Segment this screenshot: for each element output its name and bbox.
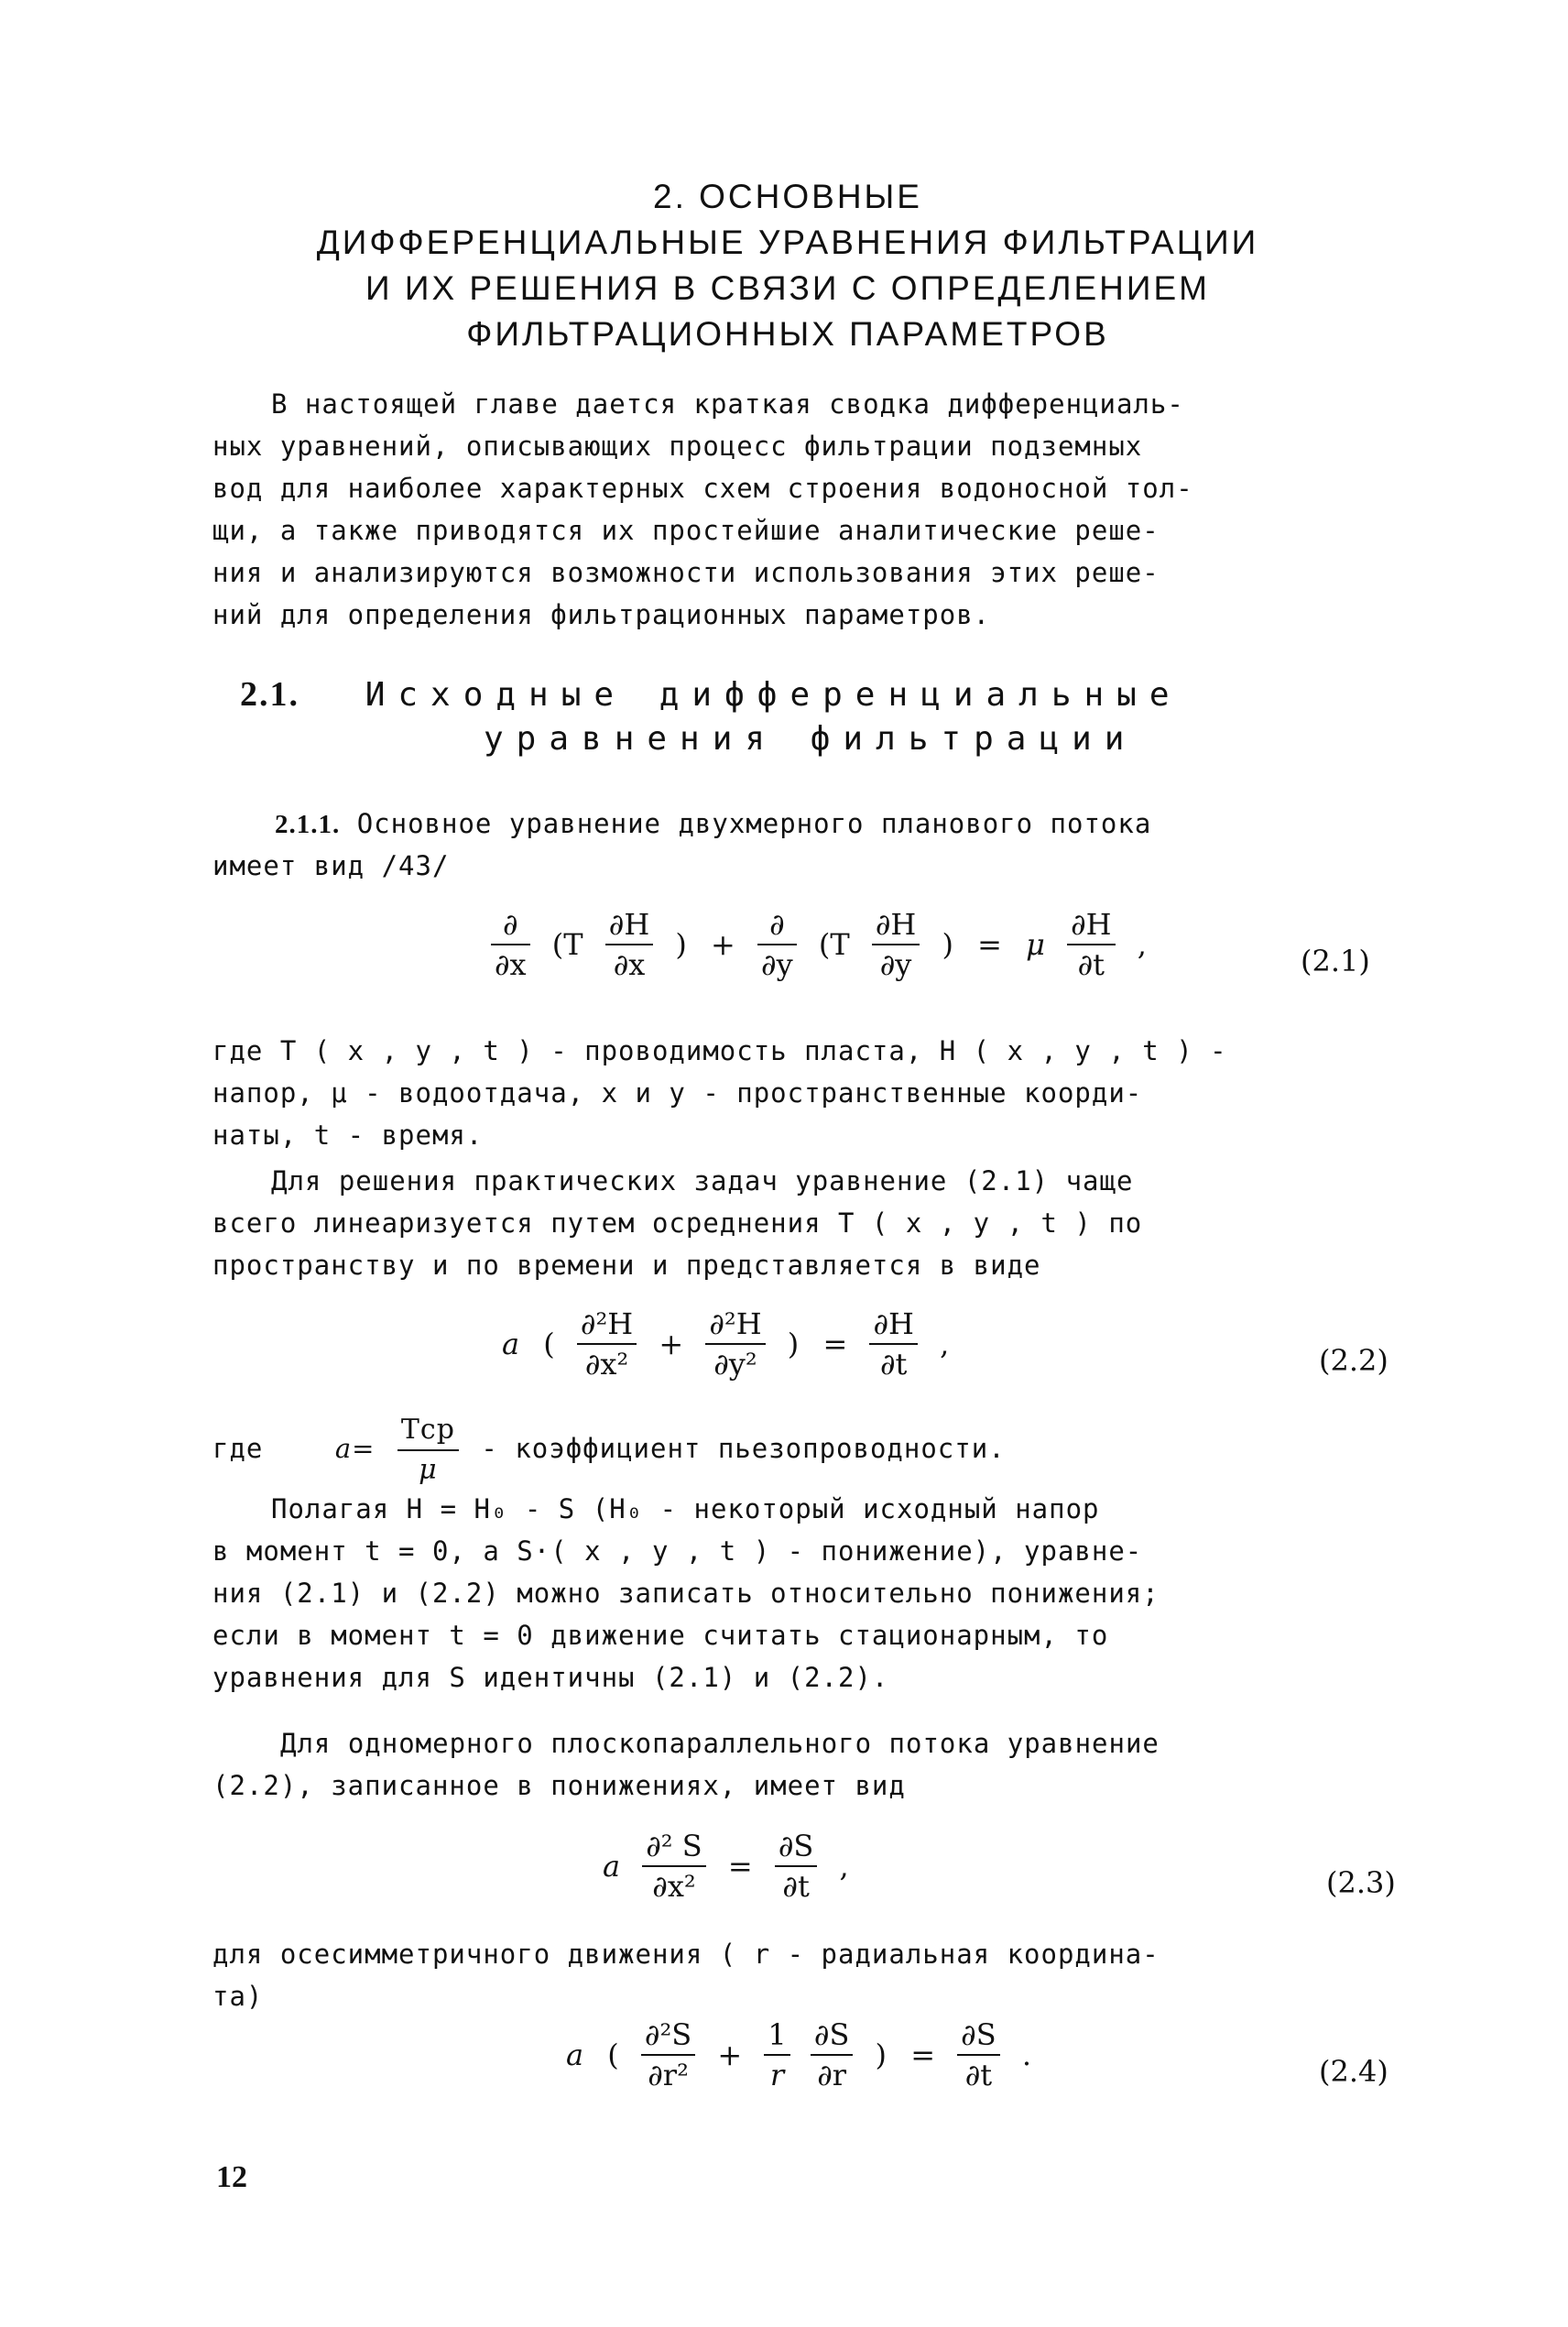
- heading-line-1: 2. ОСНОВНЫЕ: [653, 178, 922, 215]
- equation-2-3: a $\frac{\text{∂² S}}{\text{∂x²}}$ = $\frac{\partial S}{\partial t}$ ,: [603, 1829, 849, 1904]
- fraction: $\frac{\text{Tср}}{\mu}$: [397, 1411, 459, 1490]
- text-line: для осесимметричного движения ( r - радиальная координа-: [212, 1939, 1160, 1970]
- text-line: в момент t = 0, а S·( x , y , t ) - понижение), уравне-: [212, 1535, 1143, 1567]
- fraction: $\frac{\text{∂²S}}{\text{∂r²}}$: [641, 2016, 695, 2094]
- text-line: (2.2), записанное в понижениях, имеет вид: [212, 1770, 906, 1801]
- section-title-line-1: Исходные дифференциальные: [365, 676, 1182, 714]
- text-line: напор, μ - водоотдача, x и y - пространственные коорди-: [212, 1077, 1143, 1109]
- text-line: Для решения практических задач уравнение (2.1) чаще: [271, 1165, 1134, 1196]
- section-title-line-2: уравнения фильтрации: [484, 720, 1138, 758]
- equation-2-1: $\frac{\partial}{\partial x}$ (T $\frac{\partial H}{\partial x}$ ) + $\frac{\partial}{\partial y}$ (T $\frac{\partial H}{\partial y}$ ) = μ $\frac{\partial H}{\partial t}$ ,: [485, 905, 1154, 984]
- intro-line: В настоящей главе дается краткая сводка дифференциаль-: [271, 388, 1184, 420]
- where-a-line: где a= $\frac{\text{Tср}}{\mu}$ - коэффициент пьезопроводности.: [212, 1411, 1006, 1490]
- fraction: $\frac{\text{∂²H}}{\text{∂x²}}$: [577, 1305, 637, 1383]
- fraction: $\frac{\partial H}{\partial y}$: [872, 905, 920, 984]
- heading-line-2: ДИФФЕРЕНЦИАЛЬНЫЕ УРАВНЕНИЯ ФИЛЬТРАЦИИ: [316, 224, 1259, 261]
- fraction: $\frac{\partial S}{\partial r}$: [811, 2016, 853, 2094]
- subsection-line-1: [275, 803, 1151, 846]
- text-line: та): [212, 1981, 264, 2012]
- chapter-heading: [183, 174, 1392, 357]
- subsection-line-2: имеет вид /43/: [212, 850, 450, 881]
- fraction: $\frac{\partial}{\partial y}$: [757, 905, 797, 984]
- fraction: $\frac{\partial S}{\partial t}$: [775, 1827, 817, 1906]
- equation-number-2-3: (2.3): [1326, 1865, 1396, 1900]
- fraction: $\frac{1}{r}$: [764, 2016, 789, 2094]
- equation-number-2-1: (2.1): [1301, 944, 1370, 978]
- heading-line-3: И ИХ РЕШЕНИЯ В СВЯЗИ С ОПРЕДЕЛЕНИЕМ: [365, 269, 1210, 307]
- equation-number-2-2: (2.2): [1319, 1343, 1388, 1378]
- intro-line: ний для определения фильтрационных параметров.: [212, 599, 991, 630]
- fraction: $\frac{\partial}{\partial x}$: [491, 905, 530, 984]
- fraction: $\frac{\partial H}{\partial t}$: [1067, 905, 1115, 984]
- intro-line: ния и анализируются возможности использования этих реше-: [212, 557, 1160, 588]
- fraction: $\frac{\partial H}{\partial x}$: [605, 905, 653, 984]
- text-line: ния (2.1) и (2.2) можно записать относительно понижения;: [212, 1578, 1160, 1609]
- section-heading: [240, 674, 1182, 715]
- text-line: Полагая H = H₀ - S (H₀ - некоторый исходный напор: [271, 1493, 1100, 1524]
- fraction: $\frac{\text{∂² S}}{\text{∂x²}}$: [642, 1827, 705, 1906]
- equation-2-2: a ( $\frac{\text{∂²H}}{\text{∂x²}}$ + $\frac{\text{∂²H}}{\text{∂y²}}$ ) = $\frac{\partial H}{\partial t}$ ,: [502, 1306, 950, 1382]
- fraction: $\frac{\partial S}{\partial t}$: [957, 2016, 999, 2094]
- section-number: 2.1.: [240, 675, 299, 714]
- text-line: всего линеаризуется путем осреднения T ( x , y , t ) по: [212, 1207, 1143, 1239]
- text-line: если в момент t = 0 движение считать стационарным, то: [212, 1620, 1109, 1651]
- text-line: Для одномерного плоскопараллельного потока уравнение: [280, 1728, 1160, 1759]
- subsection-number: 2.1.1.: [275, 810, 341, 839]
- fraction: $\frac{\partial H}{\partial t}$: [869, 1305, 917, 1383]
- text-line: пространству и по времени и представляется в виде: [212, 1250, 1041, 1281]
- equation-number-2-4: (2.4): [1319, 2054, 1388, 2089]
- heading-line-4: ФИЛЬТРАЦИОННЫХ ПАРАМЕТРОВ: [466, 315, 1109, 353]
- text-line: наты, t - время.: [212, 1120, 484, 1151]
- fraction: $\frac{\text{∂²H}}{\text{∂y²}}$: [705, 1305, 765, 1383]
- text-line: где T ( x , y , t ) - проводимость пласта, H ( x , y , t ) -: [212, 1035, 1227, 1066]
- intro-line: вод для наиболее характерных схем строения водоносной тол-: [212, 473, 1193, 504]
- intro-line: щи, а также приводятся их простейшие аналитические реше-: [212, 515, 1160, 546]
- page-number: 12: [216, 2160, 247, 2194]
- text-line: уравнения для S идентичны (2.1) и (2.2).: [212, 1662, 889, 1693]
- intro-line: ных уравнений, описывающих процесс фильтрации подземных: [212, 431, 1143, 462]
- subsection-text: Основное уравнение двухмерного планового потока: [356, 808, 1152, 839]
- equation-2-4: a ( $\frac{\text{∂²S}}{\text{∂r²}}$ + $\frac{1}{r}$ $\frac{\partial S}{\partial r}$ ) = $\frac{\partial S}{\partial t}$ .: [566, 2017, 1031, 2092]
